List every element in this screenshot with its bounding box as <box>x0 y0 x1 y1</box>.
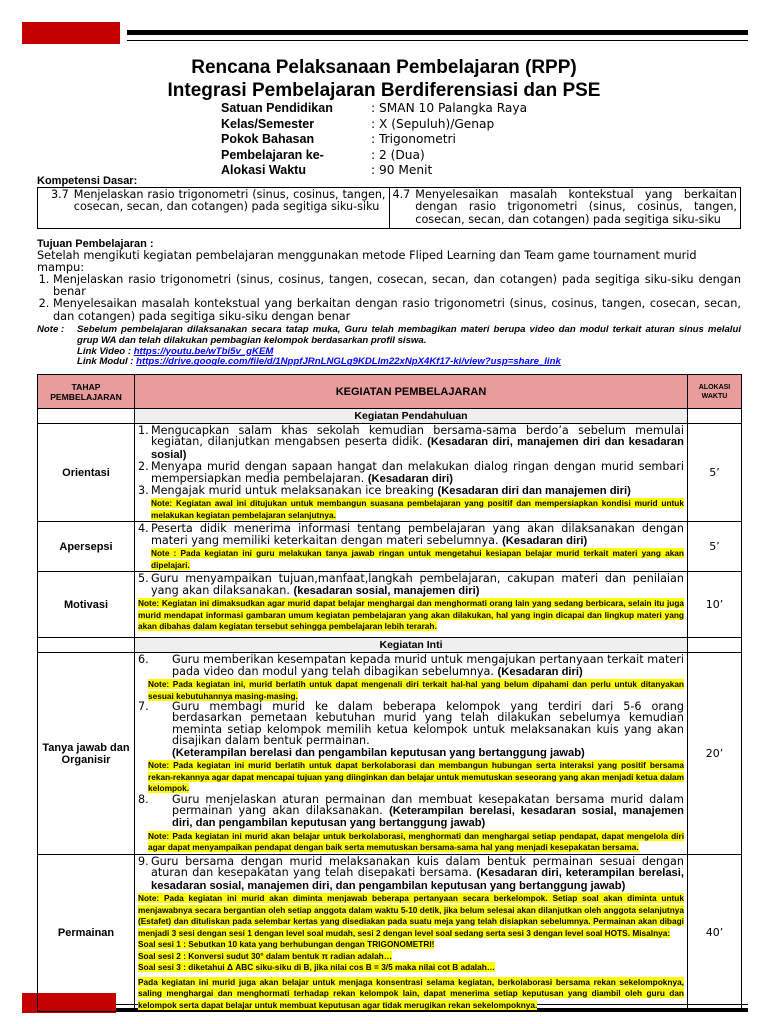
soal-sesi-1: Soal sesi 1 : Sebutkan 10 kata yang berhubungan dengan TRIGONOMETRI! <box>138 939 435 950</box>
info-label: Satuan Pendidikan <box>221 101 333 115</box>
note-label: Note : <box>37 324 65 335</box>
header-red-bar <box>22 22 120 44</box>
activity-apersepsi <box>135 522 688 572</box>
tujuan-pembelajaran <box>37 238 741 323</box>
pse-tag: (Kesadaran diri) <box>497 665 583 678</box>
waktu-cell <box>688 409 742 424</box>
waktu-cell <box>688 638 742 653</box>
highlight-note: Note: Kegiatan ini dimaksudkan agar murid dapat belajar menghargai dan menghormati orang lain yang sedang berbicara, selain itu juga murid mendapat informasi gambaran umum kegiatan pembelajaran yang akan dilakukan, hal yang ingin dicapai dan lingkup materi yang akan dibahas dalam kegiatan tersebut sehingga pembelajaran lebih terarah. <box>138 598 684 632</box>
document-title-2: Integrasi Pembelajaran Berdiferensiasi dan PSE <box>167 80 601 101</box>
waktu-permainan: 40’ <box>688 854 742 1011</box>
header-kegiatan: KEGIATAN PEMBELAJARAN <box>135 375 688 409</box>
info-row <box>221 163 527 179</box>
info-row <box>221 148 527 164</box>
activity-text: Guru menjelaskan aturan permainan dan membuat kesepakatan bersama murid dalam permainan yang akan dilaksanakan. <box>172 792 684 817</box>
info-value: : 90 Menit <box>371 163 433 177</box>
activity-motivasi <box>135 572 688 638</box>
pse-tag: (kesadaran sosial, manajemen diri) <box>293 584 480 597</box>
info-label: Kelas/Semester <box>221 116 315 131</box>
info-row <box>221 101 527 117</box>
pse-tag: (Keterampilan berelasi, kesadaran sosial, manajemen diri, dan pengambilan keputusan yang bertanggung jawab) <box>172 805 684 830</box>
tujuan-heading: Tujuan Pembelajaran : <box>37 238 154 250</box>
tujuan-intro: Setelah mengikuti kegiatan pembelajaran menggunakan metode Fliped Learning dan Team game tournament murid mampu: <box>37 249 697 275</box>
note-text: Sebelum pembelajaran dilaksanakan secara tatap muka, Guru telah membagikan materi berupa video dan modul terkait aturan sinus melalui grup WA dan telah dilakukan pembagian kelompok berdasarkan profil siswa. <box>77 324 741 346</box>
activity-orientasi <box>135 424 688 522</box>
item-number: 7. <box>138 700 149 714</box>
pse-tag: (Kesadaran diri, manajemen diri dan kesadaran sosial) <box>151 436 684 461</box>
item-number: 4. <box>138 522 149 536</box>
pre-lesson-note <box>37 325 741 368</box>
activity-text: Peserta didik menerima informasi tentang pembelajaran yang akan dilaksanakan dengan materi yang memiliki keterkaitan dengan materi sebelumnya. <box>151 522 684 547</box>
activity-text: Mengajak murid untuk melaksanakan ice breaking <box>151 484 434 498</box>
activity-text: Guru memberikan kesempatan kepada murid untuk mengajukan pertanyaan terkait materi pada video dan modul yang telah dibagikan sebelumnya. <box>172 653 684 678</box>
activity-text: Guru menyampaikan tujuan,manfaat,langkah pembelajaran, cakupan materi dan penilaian yang akan dilaksanakan. <box>151 572 684 597</box>
item-number: 3. <box>138 484 149 498</box>
tahap-tanya-jawab: Tanya jawab dan Organisir <box>38 653 135 855</box>
identity-block <box>221 101 527 179</box>
info-label: Pokok Bahasan <box>221 132 315 146</box>
section-pendahuluan: Kegiatan Pendahuluan <box>135 409 688 424</box>
item-number: 5. <box>138 572 149 586</box>
highlight-note: Note : Pada kegiatan ini guru melakukan tanya jawab ringan untuk mengetahui kesiapan belajar murid terkait materi yang akan dipelajari. <box>151 548 684 570</box>
video-link[interactable]: https://youtu.be/wTbi5v_gKEM <box>133 345 274 357</box>
item-number: 6. <box>138 653 149 667</box>
tahap-apersepsi: Apersepsi <box>38 522 135 572</box>
activity-permainan <box>135 854 688 1011</box>
info-row <box>221 117 527 133</box>
kd-cell <box>389 188 741 229</box>
activity-text: Guru bersama dengan murid melaksanakan kuis dalam bentuk permainan sesuai dengan aturan dan kesepakatan yang telah disepakati bersama. <box>151 854 684 880</box>
kd-number: 4.7 <box>392 188 411 201</box>
tujuan-list <box>37 274 741 322</box>
highlight-note: Note: Pada kegiatan ini, murid berlatih untuk dapat mengenali diri terkait hal-hal yang belum dipahami dan perlu untuk ditanyakan sesuai kebutuhannya masing-masing. <box>148 679 684 701</box>
modul-link-label: Link Modul : <box>77 356 134 368</box>
kd-text: Menyelesaikan masalah kontekstual yang berkaitan dengan rasio trigonometri (sinus, cosinus, tangen, cosecan, secan, dan cotangen) pada segitiga siku-siku <box>415 188 737 226</box>
waktu-tanya-jawab: 20’ <box>688 653 742 855</box>
kd-text: Menjelaskan rasio trigonometri (sinus, cosinus, tangen, cosecan, secan, dan cotangen) pada segitiga siku-siku <box>73 188 386 214</box>
waktu-motivasi: 10’ <box>688 572 742 638</box>
kompetensi-dasar-table <box>37 187 741 229</box>
item-number: 9. <box>138 854 149 868</box>
item-number: 2. <box>138 460 149 474</box>
highlight-note: Note: Kegiatan awal ini ditujukan untuk membangun suasana pembelajaran yang positif dan mempersiapkan kondisi murid untuk melakukan kegiatan pembelajaran selanjutnya. <box>151 498 684 520</box>
soal-sesi-2: Soal sesi 2 : Konversi sudut 30° dalam bentuk π radian adalah… <box>138 950 393 961</box>
header-rule-thin <box>127 40 748 41</box>
tujuan-item: 1. Menjelaskan rasio trigonometri (sinus, cosinus, tangen, cosecan, secan, dan cotangen) pada segitiga siku-siku dengan benar <box>53 274 741 298</box>
info-label: Pembelajaran ke- <box>221 147 324 162</box>
tahap-cell <box>38 409 135 424</box>
kompetensi-dasar-heading: Kompetensi Dasar: <box>37 175 138 187</box>
info-value: : Trigonometri <box>371 132 456 146</box>
pse-tag: (Kesadaran diri, keterampilan berelasi, kesadaran sosial, manajemen diri, dan pengambilan keputusan yang bertanggung jawab) <box>151 867 684 892</box>
section-inti: Kegiatan Inti <box>135 638 688 653</box>
activity-text: Guru membagi murid ke dalam beberapa kelompok yang terdiri dari 5-6 orang berdasarkan pemetaan kebutuhan murid yang telah dilakukan sebelumya kemudian meminta setiap kelompok memilih ketua kelompok untuk melaksanakan kuis yang akan disajikan dalam bentuk permainan. <box>172 700 684 748</box>
tujuan-item: 2. Menyelesaikan masalah kontekstual yang berkaitan dengan rasio trigonometri (sinus, cosinus, tangen, cosecan, secan, dan cotangen) pada segitiga siku-siku dengan benar <box>53 298 741 322</box>
highlight-note: Pada kegiatan ini murid juga akan belajar untuk menjaga konsentrasi selama kegiatan, berkolaborasi bersama rekan sekelompoknya, saling menghargai dan menghormati terhadap rekan kelompok lain, dapat menerima setiap keputusan yang diambil oleh guru dan kelompok serta dapat belajar untuk membuat keputusan agar tidak merugikan rekan sekelompoknya. <box>138 976 684 1010</box>
info-row <box>221 132 527 148</box>
tahap-orientasi: Orientasi <box>38 424 135 522</box>
info-value: : 2 (Dua) <box>371 147 425 162</box>
video-link-label: Link Video : <box>77 345 132 357</box>
modul-link[interactable]: https://drive.google.com/file/d/1NppfJRnLNGLg9KDLlm22xNpX4Kf17-ki/view?usp=share_link <box>136 356 561 368</box>
kd-number: 3.7 <box>51 188 69 201</box>
waktu-apersepsi: 5’ <box>688 522 742 572</box>
kegiatan-table <box>37 374 742 1012</box>
pse-tag: (Kesadaran diri dan manajemen diri) <box>437 485 631 498</box>
activity-tanya-jawab <box>135 653 688 855</box>
waktu-orientasi: 5’ <box>688 424 742 522</box>
kd-cell <box>38 188 390 229</box>
pse-tag: (Keterampilan berelasi dan pengambilan keputusan yang bertanggung jawab) <box>172 746 585 759</box>
tahap-permainan: Permainan <box>38 854 135 1011</box>
document-title-1: Rencana Pelaksanaan Pembelajaran (RPP) <box>191 57 577 78</box>
info-label: Alokasi Waktu <box>221 163 306 177</box>
info-value: : X (Sepuluh)/Genap <box>371 116 495 131</box>
soal-sesi-3: Soal sesi 3 : diketahui Δ ABC siku-siku di B, jika nilai cos B = 3/5 maka nilai cot B adalah… <box>138 962 496 973</box>
highlight-note: Note: Pada kegiatan ini murid berlatih untuk dapat berkolaborasi dan membangun hubungan serta interaksi yang positif bersama rekan-rekannya agar dapat mencapai tujuan yang diinginkan dan belajar untuk memutuskan seseorang yang akan menjadi ketua dalam kelompok. <box>148 760 684 794</box>
pse-tag: (Kesadaran diri) <box>367 472 453 485</box>
pse-tag: (Kesadaran diri) <box>502 534 588 547</box>
highlight-note: Note: Pada kegiatan ini murid akan belajar untuk berkolaborasi, menghormati dan menghargai setiap pendapat, dapat mengelola diri agar dapat menyampaikan pendapat dengan baik serta memutuskan bersama-sama hal yang menjadi kesepakatan bersama. <box>148 830 684 853</box>
highlight-note: Note: Pada kegiatan ini murid akan diminta menjawab beberapa pertanyaan secara berkelompok. Setiap soal akan diminta untuk menjawabnya secara bergantian oleh setiap anggota dalam waktu 5-10 detik, jika belum selesai akan dilanjutkan oleh anggota selanjutnya (Estafet) dan dituliskan pada selembar kertas yang disediakan pada suatu meja yang telah disiapkan sebelumnya. Permainan akan dibagi menjadi 3 sesi dengan sesi 1 dengan level soal mudah, sesi 2 dengan level soal sedang serta sesi 3 dengan level soal HOTS. Misalnya: <box>138 893 684 938</box>
item-number: 1. <box>138 424 149 437</box>
item-number: 8. <box>138 792 149 806</box>
header-waktu: ALOKASI WAKTU <box>688 375 742 409</box>
activity-text: Mengucapkan salam khas sekolah kemudian bersama-sama berdo’a sebelum memulai kegiatan, dilanjutkan mengabsen peserta didik. <box>151 424 684 449</box>
tahap-motivasi: Motivasi <box>38 572 135 638</box>
tahap-cell <box>38 638 135 653</box>
header-tahap: TAHAP PEMBELAJARAN <box>38 375 135 409</box>
header-rule-thick <box>127 30 748 35</box>
info-value: : SMAN 10 Palangka Raya <box>371 101 528 115</box>
activity-text: Menyapa murid dengan sapaan hangat dan melakukan dialog ringan dengan murid sembari mempersiapkan media pembelajaran. <box>151 460 684 485</box>
